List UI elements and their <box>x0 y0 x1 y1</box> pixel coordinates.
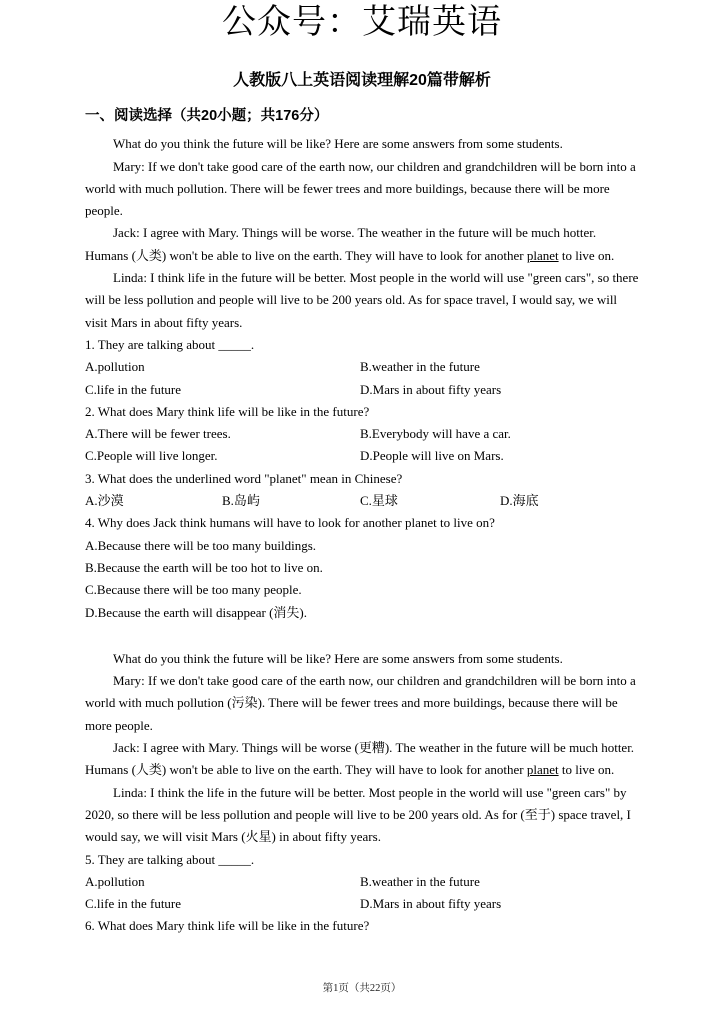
passage-paragraph <box>85 156 639 223</box>
option: D.Because the earth will disappear (消失). <box>85 604 308 620</box>
text-segment: Mary: If we don't take good care of the earth now, our children and grandchildren will be born into a world with much pollution (污染). There will be fewer trees and more buildings, because there will be more people. <box>85 673 636 733</box>
option: D.海底 <box>500 493 539 509</box>
options-row <box>85 490 639 512</box>
page-number: 第1页（共22页） <box>322 983 402 994</box>
passage-paragraph <box>85 133 639 155</box>
section-heading: 一、阅读选择（共20小题；共176分） <box>85 108 329 124</box>
passage-paragraph <box>85 222 639 267</box>
option: C.Because there will be too many people. <box>85 582 302 598</box>
text-segment: Mary: If we don't take good care of the earth now, our children and grandchildren will be born into a world with much pollution. There will be fewer trees and more buildings, because there will be more people. <box>85 158 636 219</box>
option: A.沙漠 <box>85 493 124 509</box>
option: B.weather in the future <box>360 359 480 375</box>
option: D.People will live on Mars. <box>360 448 504 464</box>
options-row <box>85 423 639 468</box>
option: D.Mars in about fifty years <box>360 896 502 912</box>
document-content <box>85 133 639 937</box>
underlined-word: planet <box>526 247 559 263</box>
option: C.People will live longer. <box>85 448 218 464</box>
passage-paragraph <box>85 737 639 782</box>
text-segment: What do you think the future will be like? Here are some answers from some students. <box>113 650 563 666</box>
options-row <box>85 871 639 916</box>
passage-paragraph <box>85 267 639 334</box>
text-segment: Jack: I agree with Mary. Things will be worse. The weather in the future will be much hotter. Humans (人类) won't be able to live on the earth. They will have to look for another <box>85 225 597 263</box>
text-segment: Linda: I think the life in the future will be better. Most people in the world will use "green cars" by 2020, so there will be less pollution and people will live to be 200 years old. As for (至于) space travel, I would say, we will visit Mars (火星) in about fifty years. <box>85 784 631 845</box>
page-footer <box>0 982 724 996</box>
question-text: 3. What does the underlined word "planet" mean in Chinese? <box>85 470 403 486</box>
option: A.Because there will be too many buildings. <box>85 537 317 553</box>
option: B.岛屿 <box>222 493 260 509</box>
option: C.life in the future <box>85 381 182 397</box>
option: A.There will be fewer trees. <box>85 426 231 442</box>
question-text: 6. What does Mary think life will be like in the future? <box>85 918 370 934</box>
question-text: 2. What does Mary think life will be like in the future? <box>85 403 370 419</box>
option: A.pollution <box>85 873 145 889</box>
blank-line <box>85 624 639 648</box>
doc-title: 公众号：艾瑞英语 <box>222 4 502 41</box>
text-segment: Jack: I agree with Mary. Things will be worse (更糟). The weather in the future will be much hotter. Humans (人类) won't be able to live on the earth. They will have to look for another <box>85 740 635 778</box>
passage-paragraph <box>85 648 639 670</box>
question-text: 5. They are talking about _____. <box>85 851 255 867</box>
option: C.life in the future <box>85 896 182 912</box>
text-segment: What do you think the future will be like? Here are some answers from some students. <box>113 136 563 152</box>
question-text: 1. They are talking about _____. <box>85 336 255 352</box>
option: A.pollution <box>85 359 145 375</box>
document-body <box>85 105 639 938</box>
option: C.星球 <box>360 493 398 509</box>
option: D.Mars in about fifty years <box>360 381 502 397</box>
options-row <box>85 356 639 401</box>
passage-paragraph <box>85 782 639 849</box>
text-segment: Linda: I think life in the future will be better. Most people in the world will use "green cars", so there will be less pollution and people will live to be 200 years old. As for space travel, I would say, we will visit Mars in about fifty years. <box>85 270 639 330</box>
text-segment: to live on. <box>558 247 615 263</box>
option: B.Everybody will have a car. <box>360 426 511 442</box>
option: B.weather in the future <box>360 873 480 889</box>
option: B.Because the earth will be too hot to live on. <box>85 559 323 575</box>
passage-paragraph <box>85 670 639 737</box>
underlined-word: planet <box>526 762 559 778</box>
text-segment: to live on. <box>558 762 615 778</box>
doc-subtitle: 人教版八上英语阅读理解20篇带解析 <box>233 72 491 89</box>
question-text: 4. Why does Jack think humans will have to look for another planet to live on? <box>85 515 495 531</box>
